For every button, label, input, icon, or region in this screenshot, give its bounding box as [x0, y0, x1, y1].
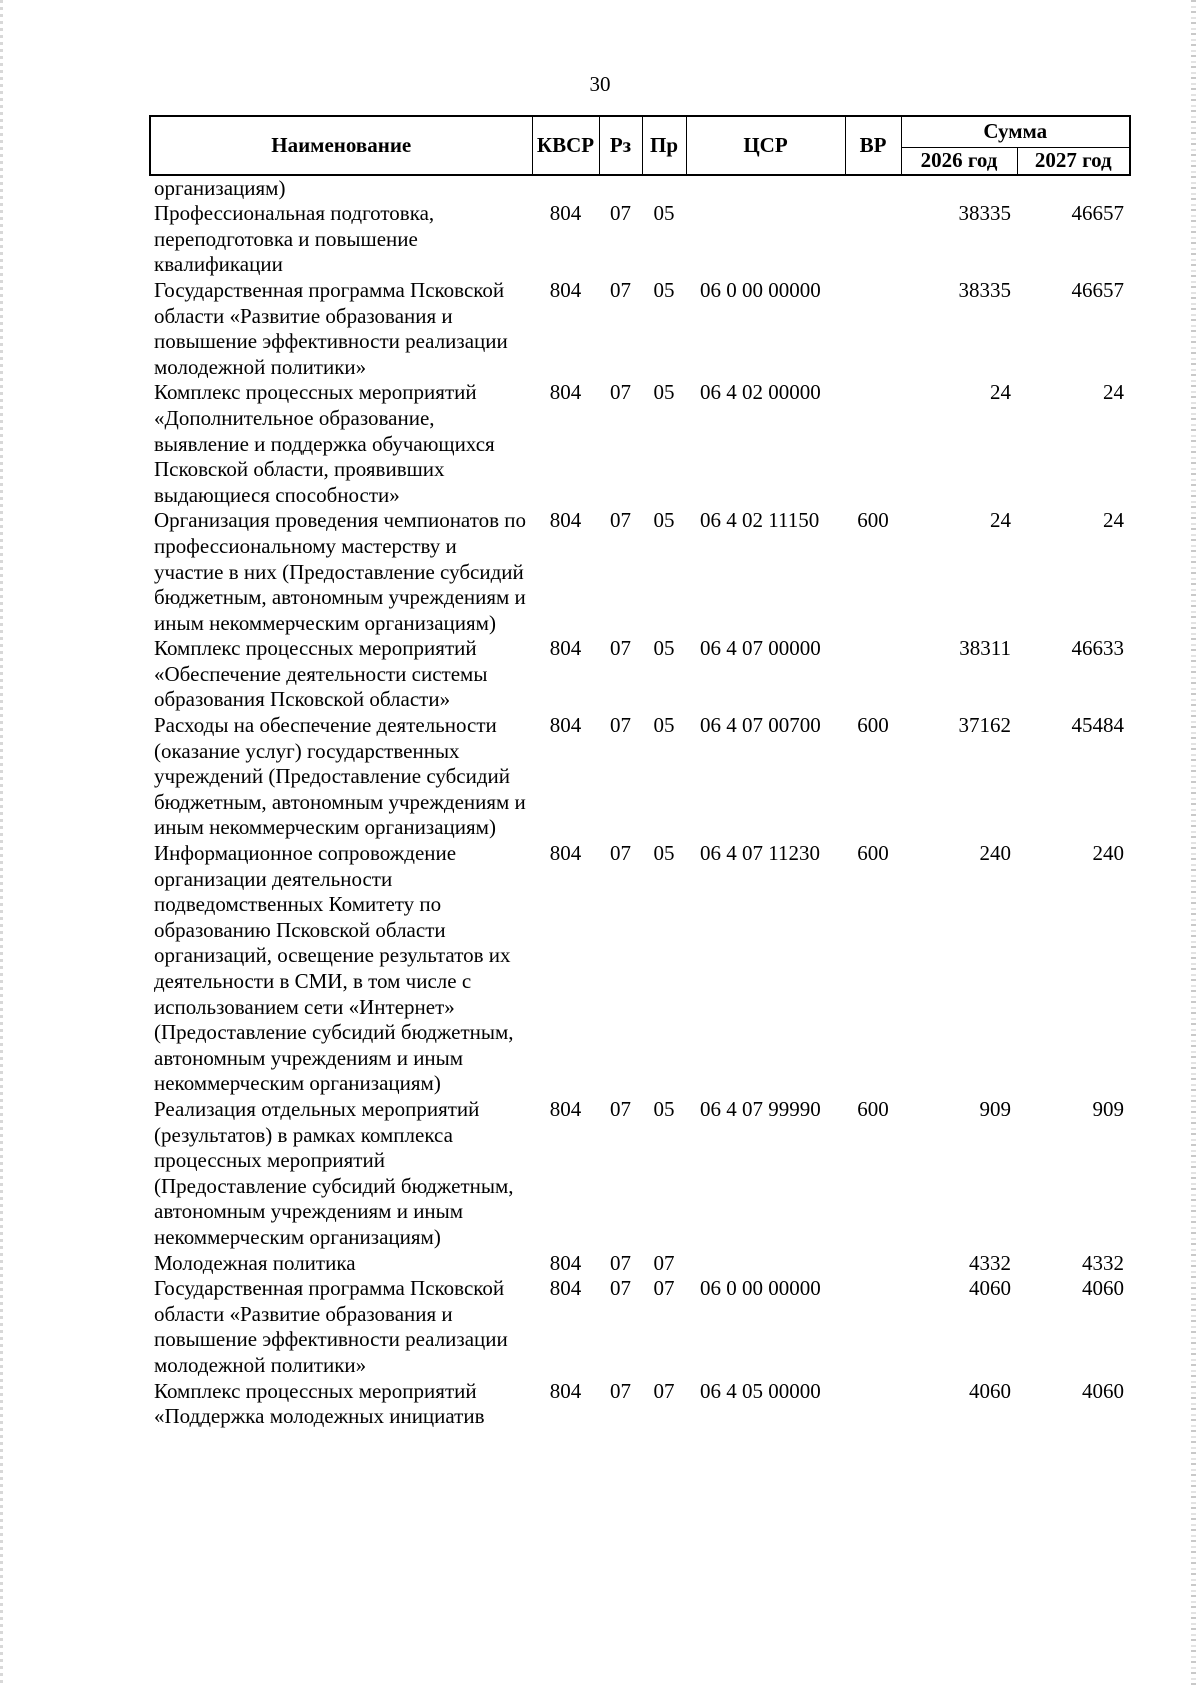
row-csr-cell: 06 4 05 00000 — [700, 1378, 821, 1403]
table-row — [150, 841, 1130, 1097]
row-rz-cell: 07 — [610, 1096, 631, 1121]
row-csr-cell: 06 4 07 00000 — [700, 636, 821, 661]
row-2027-amount: 4060 — [1082, 1276, 1124, 1301]
header-rz: Рз — [599, 116, 642, 175]
table-row — [150, 380, 1130, 508]
row-vr-cell: 600 — [857, 713, 889, 738]
row-vr-cell: 600 — [857, 508, 889, 533]
table-row — [150, 1251, 1130, 1277]
table-row — [150, 636, 1130, 713]
scan-edge-left — [0, 0, 3, 1686]
row-pr-cell — [642, 175, 686, 202]
row-pr-cell: 07 — [653, 1378, 675, 1403]
row-2026-amount: 4060 — [969, 1378, 1011, 1403]
row-name-cell: Организация проведения чемпионатов по профессиональному мастерству и участие в них (Предоставление субсидий бюджетным, автономным учреждениям и иным некоммерческим организациям) — [154, 508, 527, 635]
row-vr-cell: 600 — [857, 1096, 889, 1121]
row-2026-amount: 37162 — [958, 713, 1011, 738]
row-kvsr-cell: 804 — [549, 1096, 582, 1121]
row-vr-cell — [845, 1379, 901, 1430]
row-csr-cell: 06 4 02 00000 — [700, 380, 821, 405]
row-rz-cell: 07 — [610, 636, 631, 661]
row-name-cell: организациям) — [154, 175, 286, 200]
row-kvsr-cell: 804 — [549, 201, 582, 226]
row-name-cell: Комплекс процессных мероприятий «Обеспечение деятельности системы образования Псковской области» — [154, 636, 488, 712]
row-2027-amount: 240 — [1092, 841, 1124, 866]
row-rz-cell: 07 — [610, 277, 631, 302]
row-name-cell: Реализация отдельных мероприятий (результатов) в рамках комплекса процессных мероприятий (Предоставление субсидий бюджетным, автономным учреждениям и иным некоммерческим организациям) — [154, 1096, 514, 1249]
row-csr-cell: 06 4 02 11150 — [700, 508, 820, 533]
row-pr-cell: 05 — [653, 1096, 675, 1121]
table-row — [150, 278, 1130, 380]
row-2026-amount: 909 — [979, 1096, 1011, 1121]
row-name-cell: Государственная программа Псковской области «Развитие образования и повышение эффективности реализации молодежной политики» — [154, 1276, 508, 1377]
row-2026-amount: 4332 — [969, 1250, 1011, 1275]
row-rz-cell: 07 — [610, 841, 631, 866]
table-row — [150, 1379, 1130, 1430]
row-kvsr-cell: 804 — [549, 713, 582, 738]
row-2027-amount: 24 — [1103, 508, 1124, 533]
row-csr-cell — [686, 175, 845, 202]
row-kvsr-cell: 804 — [549, 508, 582, 533]
row-pr-cell: 05 — [653, 841, 675, 866]
row-pr-cell: 05 — [653, 713, 675, 738]
header-year-2026: 2026 год — [901, 148, 1017, 175]
row-rz-cell: 07 — [610, 713, 631, 738]
table-row — [150, 1276, 1130, 1378]
row-2026-amount: 4060 — [969, 1276, 1011, 1301]
row-rz-cell: 07 — [610, 1378, 631, 1403]
row-pr-cell: 05 — [653, 508, 675, 533]
row-kvsr-cell — [532, 175, 599, 202]
row-2026-amount: 24 — [990, 380, 1011, 405]
row-kvsr-cell: 804 — [549, 1276, 582, 1301]
row-vr-cell — [845, 636, 901, 713]
row-csr-cell — [686, 1251, 845, 1277]
row-vr-cell — [845, 201, 901, 278]
row-2027-amount: 46657 — [1071, 277, 1124, 302]
table-row — [150, 508, 1130, 636]
row-rz-cell: 07 — [610, 1250, 631, 1275]
row-csr-cell: 06 0 00 00000 — [700, 1276, 821, 1301]
row-2026-amount: 38335 — [958, 201, 1011, 226]
table-body — [150, 175, 1130, 1430]
table-row — [150, 713, 1130, 841]
row-name-cell: Комплекс процессных мероприятий «Поддержка молодежных инициатив — [154, 1378, 485, 1429]
page-number: 30 — [589, 72, 611, 96]
row-name-cell: Расходы на обеспечение деятельности (оказание услуг) государственных учреждений (Предоставление субсидий бюджетным, автономным учреждениям и иным некоммерческим организациям) — [154, 713, 526, 840]
header-pr: Пр — [642, 116, 686, 175]
header-sum: Сумма — [901, 116, 1130, 148]
row-name-cell: Профессиональная подготовка, переподготовка и повышение квалификации — [154, 201, 435, 277]
row-pr-cell: 05 — [653, 277, 675, 302]
row-2026-amount: 240 — [979, 841, 1011, 866]
row-name-cell: Государственная программа Псковской области «Развитие образования и повышение эффективности реализации молодежной политики» — [154, 277, 508, 379]
row-pr-cell: 05 — [653, 380, 675, 405]
row-rz-cell: 07 — [610, 380, 631, 405]
row-2027-amount: 46657 — [1071, 201, 1124, 226]
row-csr-cell — [686, 201, 845, 278]
row-vr-cell: 600 — [857, 841, 889, 866]
row-name-cell: Молодежная политика — [154, 1250, 356, 1275]
budget-table — [149, 115, 1131, 1430]
header-year-2027: 2027 год — [1017, 148, 1130, 175]
row-vr-cell — [845, 1251, 901, 1277]
row-2027-amount: 4060 — [1082, 1378, 1124, 1403]
row-vr-cell — [845, 175, 901, 202]
header-csr: ЦСР — [686, 116, 845, 175]
row-csr-cell: 06 4 07 99990 — [700, 1096, 821, 1121]
row-pr-cell: 05 — [653, 636, 675, 661]
row-rz-cell: 07 — [610, 1276, 631, 1301]
row-kvsr-cell: 804 — [549, 1250, 582, 1275]
row-2027-amount: 909 — [1092, 1096, 1124, 1121]
row-pr-cell: 05 — [653, 201, 675, 226]
row-rz-cell — [599, 175, 642, 202]
header-kvsr: КВСР — [532, 116, 599, 175]
table-row — [150, 175, 1130, 202]
row-rz-cell: 07 — [610, 201, 631, 226]
table-header — [150, 116, 1130, 175]
row-pr-cell: 07 — [653, 1276, 675, 1301]
row-kvsr-cell: 804 — [549, 1378, 582, 1403]
row-vr-cell — [845, 1276, 901, 1378]
row-2026-amount — [901, 175, 1017, 202]
row-kvsr-cell: 804 — [549, 841, 582, 866]
row-2026-amount: 24 — [990, 508, 1011, 533]
row-2026-amount: 38311 — [959, 636, 1011, 661]
row-2027-amount: 46633 — [1071, 636, 1124, 661]
row-kvsr-cell: 804 — [549, 380, 582, 405]
row-kvsr-cell: 804 — [549, 277, 582, 302]
row-kvsr-cell: 804 — [549, 636, 582, 661]
row-vr-cell — [845, 278, 901, 380]
header-vr: ВР — [845, 116, 901, 175]
row-2027-amount: 24 — [1103, 380, 1124, 405]
row-2027-amount: 45484 — [1071, 713, 1124, 738]
header-name: Наименование — [150, 116, 532, 175]
row-2026-amount: 38335 — [958, 277, 1011, 302]
scan-edge-right — [1191, 0, 1196, 1686]
row-csr-cell: 06 4 07 11230 — [700, 841, 820, 866]
table-row — [150, 201, 1130, 278]
row-csr-cell: 06 4 07 00700 — [700, 713, 821, 738]
table-row — [150, 1097, 1130, 1251]
row-2027-amount: 4332 — [1082, 1250, 1124, 1275]
row-pr-cell: 07 — [653, 1250, 675, 1275]
row-2027-amount — [1017, 175, 1130, 202]
row-vr-cell — [845, 380, 901, 508]
row-name-cell: Информационное сопровождение организации деятельности подведомственных Комитету по образованию Псковской области организаций, освещение результатов их деятельности в СМИ, в том числе с использованием сети «Интернет» (Предоставление субсидий бюджетным, автономным учреждениям и иным некоммерческим организациям) — [154, 841, 514, 1096]
row-rz-cell: 07 — [610, 508, 631, 533]
row-name-cell: Комплекс процессных мероприятий «Дополнительное образование, выявление и поддержка обучающихся Псковской области, проявивших выдающиеся способности» — [154, 380, 495, 507]
row-csr-cell: 06 0 00 00000 — [700, 277, 821, 302]
